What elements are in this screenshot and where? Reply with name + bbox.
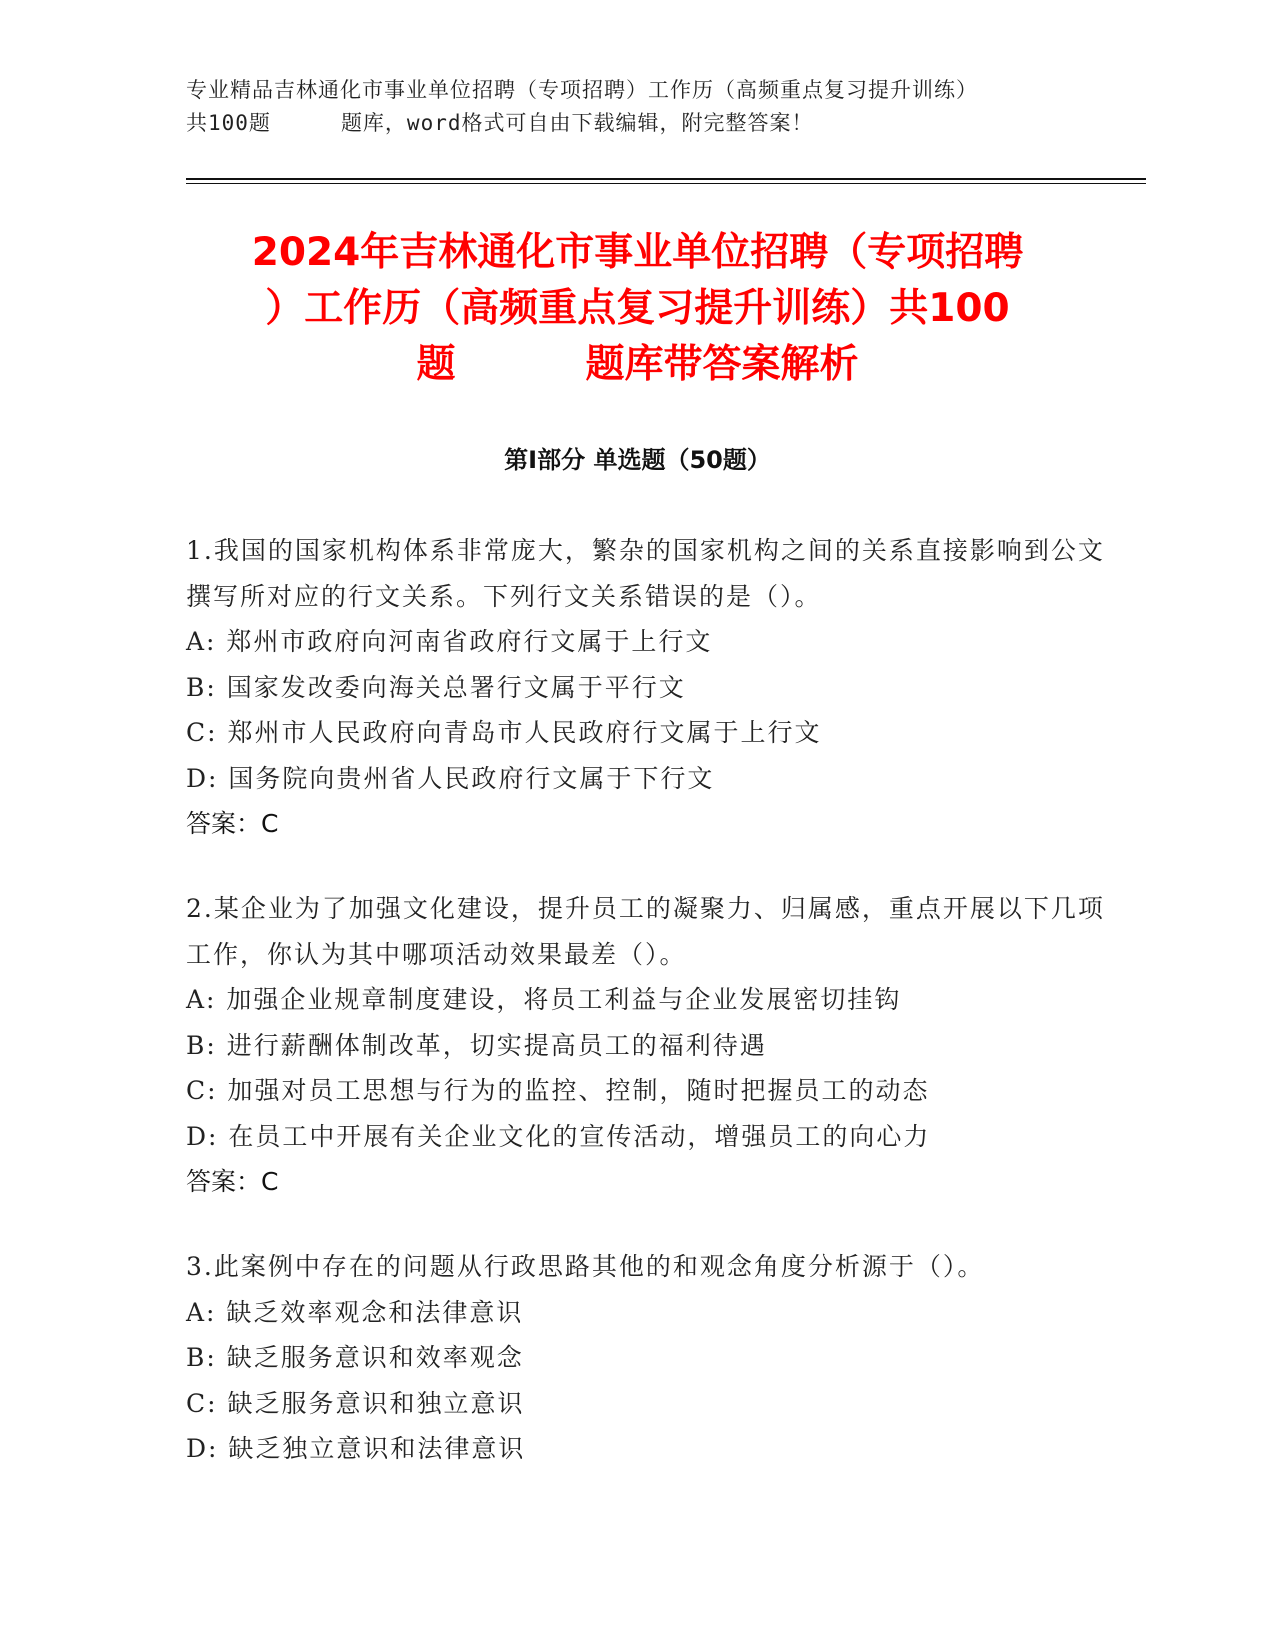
option-b: B: 缺乏服务意识和效率观念 xyxy=(186,1343,524,1372)
question-stem: 3.此案例中存在的问题从行政思路其他的和观念角度分析源于（）。 xyxy=(186,1252,985,1281)
question-list xyxy=(186,528,1106,1512)
option-a: A: 郑州市政府向河南省政府行文属于上行文 xyxy=(186,627,713,656)
option-c: C: 加强对员工思想与行为的监控、控制，随时把握员工的动态 xyxy=(186,1076,930,1105)
answer-line: 答案：C xyxy=(186,1167,279,1196)
header-line-2-left: 共100题 xyxy=(186,111,271,135)
title-line-1: 2024年吉林通化市事业单位招聘（专项招聘 xyxy=(251,230,1024,275)
section-heading: 第Ⅰ部分 单选题（50题） xyxy=(504,446,771,474)
question-item xyxy=(186,1244,1106,1472)
header-line-1: 专业精品吉林通化市事业单位招聘（专项招聘）工作历（高频重点复习提升训练） xyxy=(186,78,978,102)
option-a: A: 缺乏效率观念和法律意识 xyxy=(186,1297,524,1327)
option-a: A: 加强企业规章制度建设，将员工利益与企业发展密切挂钩 xyxy=(186,985,902,1014)
question-stem: 2.某企业为了加强文化建设，提升员工的凝聚力、归属感，重点开展以下几项工作，你认为其中哪项活动效果最差（）。 xyxy=(186,894,1105,969)
answer-line: 答案：C xyxy=(186,809,279,838)
option-c: C: 缺乏服务意识和独立意识 xyxy=(186,1388,525,1418)
option-d: D: 在员工中开展有关企业文化的宣传活动，增强员工的向心力 xyxy=(186,1121,931,1151)
page-header xyxy=(186,74,1086,140)
option-c: C: 郑州市人民政府向青岛市人民政府行文属于上行文 xyxy=(186,718,822,747)
question-item xyxy=(186,528,1106,846)
title-line-3-left: 题 xyxy=(416,342,456,387)
title-line-3 xyxy=(150,337,1125,393)
title-line-3-right: 题库带答案解析 xyxy=(585,342,859,387)
question-stem: 1.我国的国家机构体系非常庞大，繁杂的国家机构之间的关系直接影响到公文撰写所对应的行文关系。下列行文关系错误的是（）。 xyxy=(186,536,1105,611)
header-divider-thick xyxy=(186,178,1146,180)
header-line-2 xyxy=(186,107,1086,140)
option-b: B: 国家发改委向海关总署行文属于平行文 xyxy=(186,672,686,702)
title-line-2: ）工作历（高频重点复习提升训练）共100 xyxy=(265,286,1010,331)
option-b: B: 进行薪酬体制改革，切实提高员工的福利待遇 xyxy=(186,1030,767,1060)
header-divider-thin xyxy=(186,183,1146,184)
question-item xyxy=(186,886,1106,1204)
option-d: D: 缺乏独立意识和法律意识 xyxy=(186,1434,526,1463)
option-d: D: 国务院向贵州省人民政府行文属于下行文 xyxy=(186,763,715,793)
header-line-2-right: 题库，word格式可自由下载编辑，附完整答案！ xyxy=(340,111,814,135)
document-title xyxy=(150,225,1125,393)
